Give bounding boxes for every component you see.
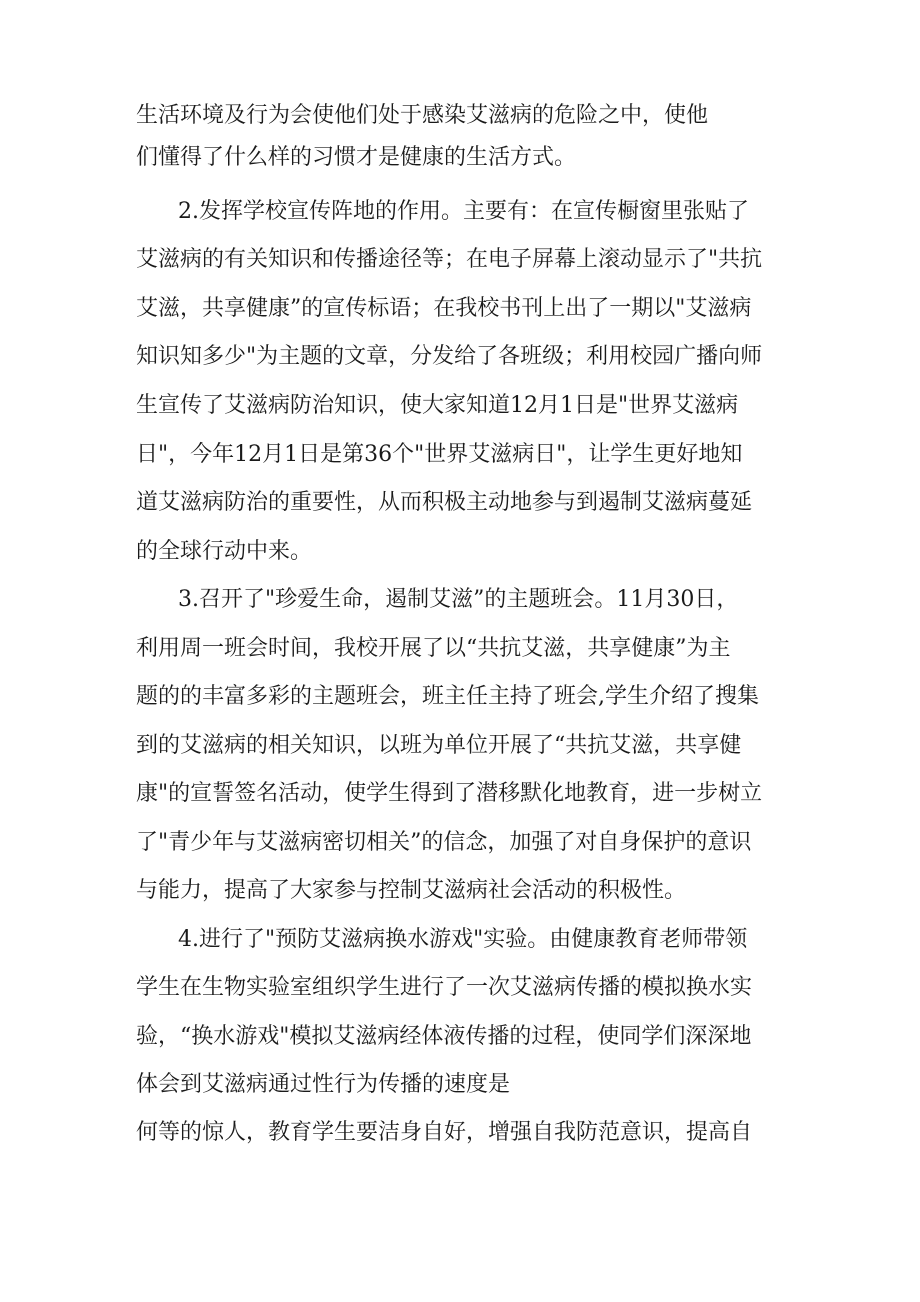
- text-line-14: 到的艾滋病的相关知识，以班为单位开展了“共抗艾滋，共享健: [136, 733, 742, 758]
- paragraph-4-start: 4.进行了"预防艾滋病换水游戏"实验。由健康教育老师带领: [178, 927, 748, 952]
- text-line-2: 们懂得了什么样的习惯才是健康的生活方式。: [136, 145, 577, 170]
- text-line-9: 道艾滋病防治的重要性，从而积极主动地参与到遏制艾滋病蔓延: [136, 490, 753, 515]
- text-line-15: 康"的宣誓签名活动，使学生得到了潜移默化地教育，进一步树立: [136, 781, 763, 806]
- text-line-6: 知识知多少"为主题的文章，分发给了各班级；利用校园广播向师: [136, 344, 763, 369]
- text-line-13: 题的的丰富多彩的主题班会，班主任主持了班会,学生介绍了搜集: [136, 684, 759, 709]
- text-line-12: 利用周一班会时间，我校开展了以“共抗艾滋，共享健康”为主: [136, 636, 731, 661]
- text-line-22: 何等的惊人，教育学生要洁身自好，增强自我防范意识，提高自: [136, 1120, 753, 1145]
- text-line-8: 日"，今年12月1日是第36个"世界艾滋病日"，让学生更好地知: [136, 442, 743, 467]
- text-line-10: 的全球行动中来。: [136, 539, 313, 564]
- paragraph-3-start: 3.召开了"珍爱生命，遏制艾滋”的主题班会。11月30日，: [178, 587, 739, 612]
- text-line-21: 体会到艾滋病通过性行为传播的速度是: [136, 1072, 511, 1097]
- text-line-16: 了"青少年与艾滋病密切相关”的信念，加强了对自身保护的意识: [136, 830, 752, 855]
- text-line-19: 学生在生物实验室组织学生进行了一次艾滋病传播的模拟换水实: [136, 975, 753, 1000]
- text-line-7: 生宣传了艾滋病防治知识，使大家知道12月1日是"世界艾滋病: [136, 393, 739, 418]
- text-line-5: 艾滋，共享健康”的宣传标语；在我校书刊上出了一期以"艾滋病: [136, 296, 752, 321]
- text-line-20: 验，“换水游戏"模拟艾滋病经体液传播的过程，使同学们深深地: [136, 1024, 752, 1049]
- paragraph-2-start: 2.发挥学校宣传阵地的作用。主要有：在宣传橱窗里张贴了: [178, 199, 749, 224]
- text-line-4: 艾滋病的有关知识和传播途径等；在电子屏幕上滚动显示了"共抗: [136, 247, 763, 272]
- text-line-17: 与能力，提高了大家参与控制艾滋病社会活动的积极性。: [136, 878, 687, 903]
- text-line-1: 生活环境及行为会使他们处于感染艾滋病的危险之中，使他: [136, 103, 709, 128]
